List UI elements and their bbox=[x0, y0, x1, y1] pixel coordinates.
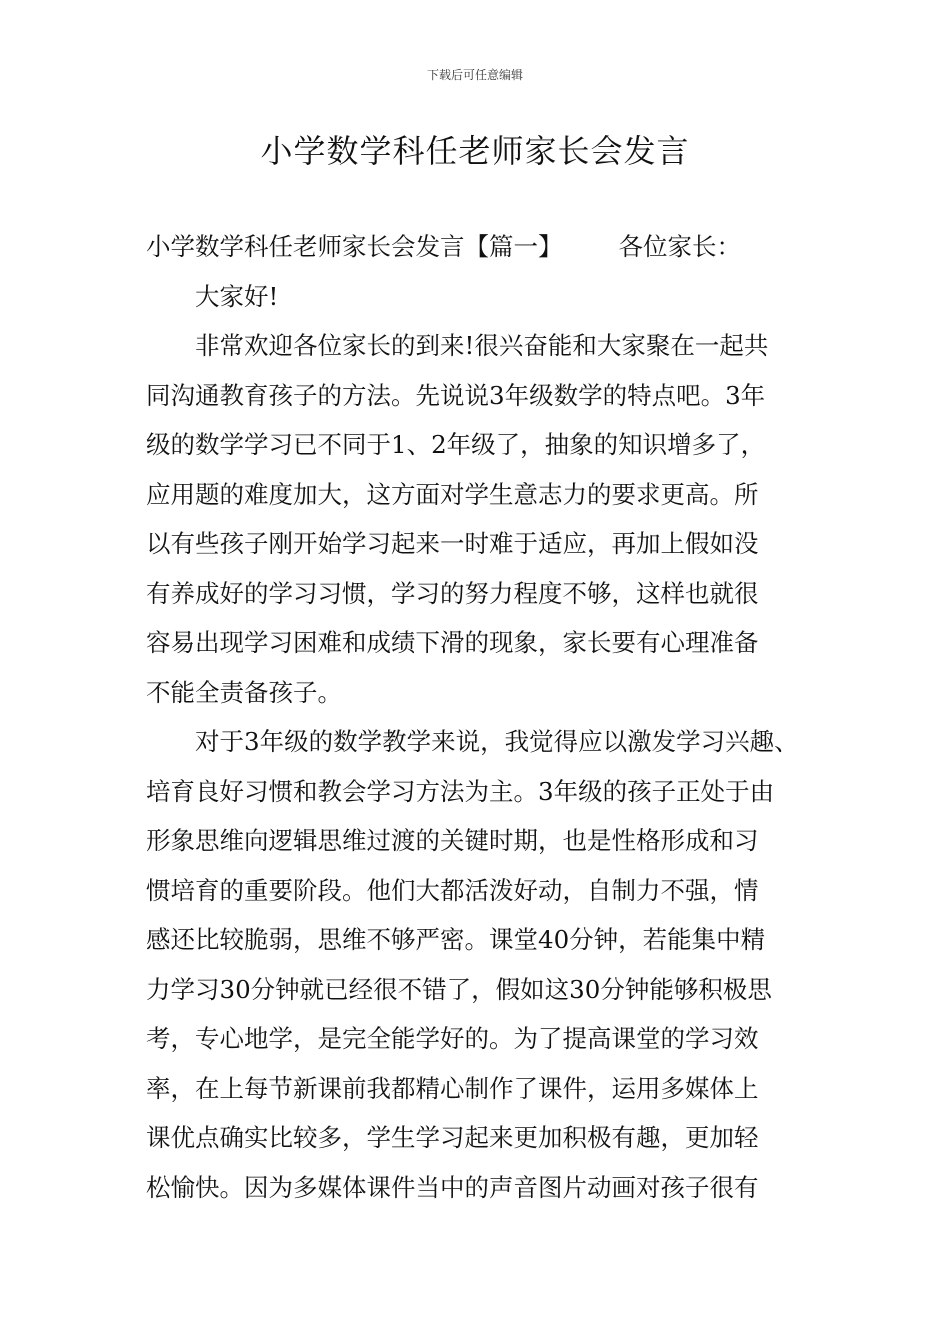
text-line: 力学习30分钟就已经很不错了，假如这30分钟能够积极思 bbox=[146, 974, 772, 1004]
text-line: 松愉快。因为多媒体课件当中的声音图片动画对孩子很有 bbox=[146, 1172, 759, 1202]
text-line: 有养成好的学习习惯，学习的努力程度不够，这样也就很 bbox=[146, 578, 759, 608]
salutation: 各位家长： bbox=[618, 232, 741, 261]
text-line: 应用题的难度加大，这方面对学生意志力的要求更高。所 bbox=[146, 479, 759, 509]
text-line: 惯培育的重要阶段。他们大都活泼好动，自制力不强，情 bbox=[146, 875, 759, 905]
text-line: 以有些孩子刚开始学习起来一时难于适应，再加上假如没 bbox=[146, 529, 759, 558]
subheading: 小学数学科任老师家长会发言【篇一】 bbox=[146, 232, 563, 261]
text-line: 形象思维向逻辑思维过渡的关键时期，也是性格形成和习 bbox=[146, 826, 759, 855]
document-title: 小学数学科任老师家长会发言 bbox=[260, 132, 690, 170]
text-line: 率，在上每节新课前我都精心制作了课件，运用多媒体上 bbox=[146, 1073, 759, 1103]
text-line: 大家好! bbox=[195, 281, 279, 311]
text-line: 同沟通教育孩子的方法。先说说3年级数学的特点吧。3年 bbox=[146, 380, 766, 410]
text-line: 容易出现学习困难和成绩下滑的现象，家长要有心理准备 bbox=[146, 628, 759, 657]
header-note: 下载后可任意编辑 bbox=[426, 68, 523, 82]
text-line: 级的数学学习已不同于1、2年级了，抽象的知识增多了， bbox=[146, 430, 766, 459]
text-line: 对于3年级的数学教学来说，我觉得应以激发学习兴趣、 bbox=[195, 727, 799, 756]
text-line: 非常欢迎各位家长的到来!很兴奋能和大家聚在一起共 bbox=[195, 331, 769, 360]
text-line: 感还比较脆弱，思维不够严密。课堂40分钟，若能集中精 bbox=[146, 925, 766, 954]
text-line: 课优点确实比较多，学生学习起来更加积极有趣，更加轻 bbox=[146, 1123, 759, 1152]
paragraph-lines bbox=[146, 272, 816, 1213]
document-body bbox=[146, 222, 816, 1212]
text-line: 不能全责备孩子。 bbox=[146, 677, 342, 707]
text-line: 培育良好习惯和教会学习方法为主。3年级的孩子正处于由 bbox=[146, 776, 775, 806]
text-line: 考，专心地学，是完全能学好的。为了提高课堂的学习效 bbox=[146, 1024, 759, 1053]
subheading-line bbox=[146, 222, 816, 272]
